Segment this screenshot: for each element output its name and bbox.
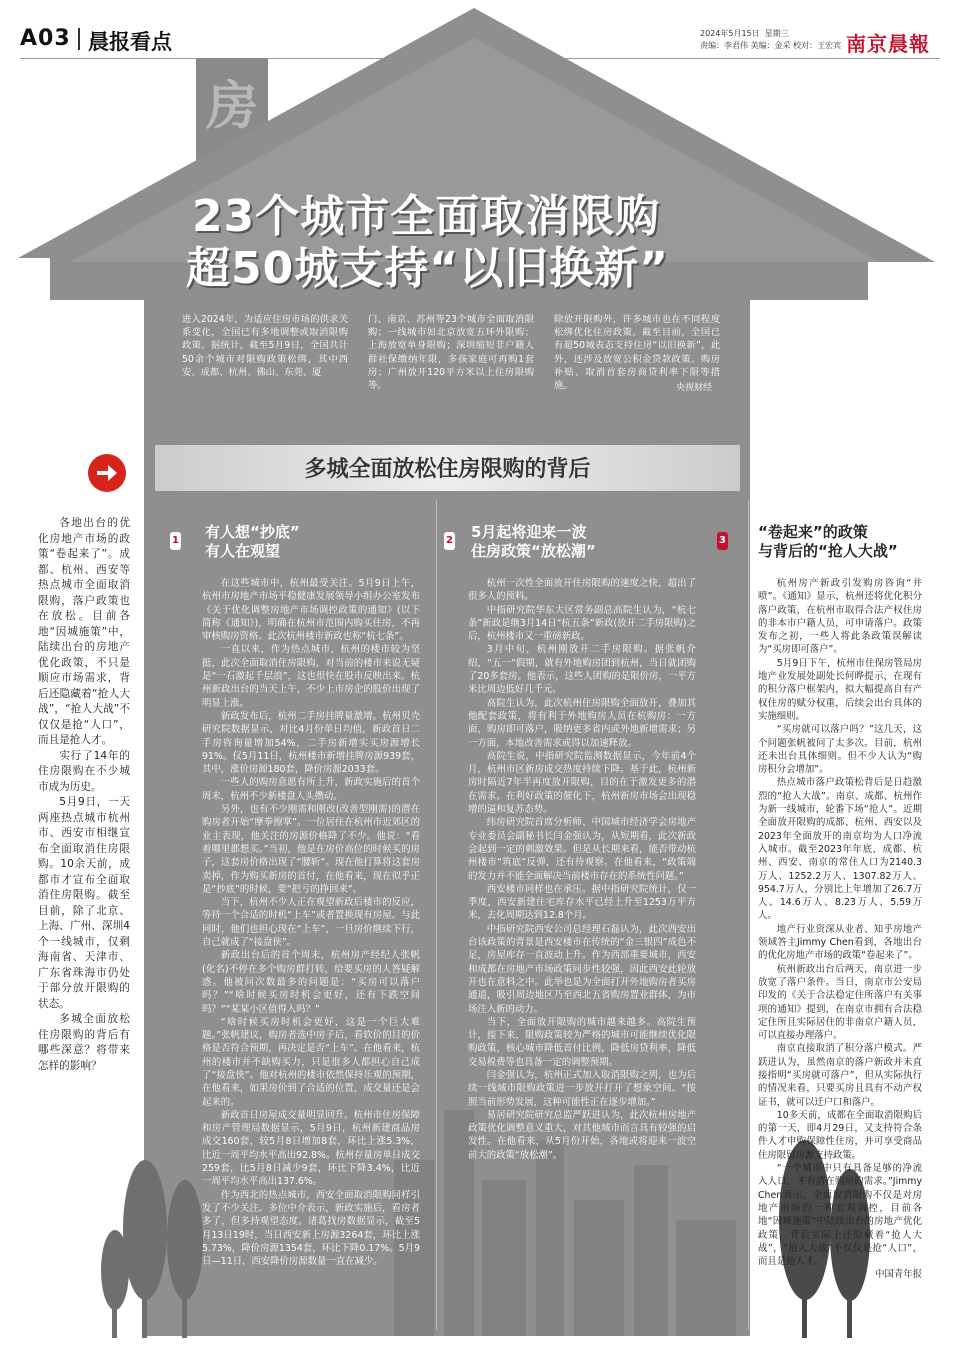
paragraph: 在这些城市中，杭州最受关注。5月9日上午，杭州市房地产市场平稳健康发展领导小组办公室发布《关于优化调整房地产市场调控政策的通知》(以下简称《通知》)，明确在杭州市范围内购买住房，不再审核购房资格。此次杭州楼市新政也称“杭七条”。	[202, 578, 420, 643]
lead-column-2: 门、南京、苏州等23个城市全面取消限购；一线城市如北京放宽五环外限购；上海放宽单身限购；深圳缩短非户籍人群社保缴纳年限，多孩家庭可再购1套房；广州放开120平方米以上住房限购等。	[368, 314, 534, 392]
issue-weekday: 星期三	[764, 29, 789, 38]
column-3-title-line-2: 与背后的“抢人大战”	[758, 542, 898, 560]
newspaper-logo: 南京晨報	[846, 32, 930, 56]
article-source: 中国青年报	[875, 1269, 922, 1281]
proof-credit: 校对：王宏宾	[793, 41, 842, 50]
headline-line-2: 超50城支持“以旧换新”	[186, 243, 670, 294]
page-number: A03	[20, 26, 71, 51]
paragraph: 新政首日房屋成交量明显回升。杭州市住房保障和房产管理局数据显示，5月9日，杭州新建商品房成交160套，较5月8日增加8套，环比上涨5.3%，比近一周平均水平高出92.8%。杭州存量房单日成交259套，比5月8日减少9套，环比下降3.4%，比近一周平均水平高出137.6%。	[202, 1109, 420, 1188]
paragraph: 中指研究院华东大区常务副总高院生认为，“杭七条”新政是继3月14日“杭五条”新政(放开二手房限购)之后，杭州楼市又一重磅新政。	[468, 604, 696, 643]
column-1-title-line-2: 有人在观望	[205, 542, 281, 560]
paragraph: 杭州房产新政引发购房咨询“井喷”。《通知》显示，杭州还将优化积分落户政策，在杭州市取得合法产权住房的非本市户籍人员，可申请落户。政策发布之初，一些人将此条政策误解读为“买房即可落户”。	[758, 578, 922, 656]
paragraph: 新政出台后的首个周末，杭州房产经纪人张帆(化名)不停在多个购房群打转，给要买房的人答疑解惑。他被问次数最多的问题是：“买房可以落户吗？”“啥时候买房时机会更好，还有下跌空间吗？”“某某小区值得入吗？”	[202, 950, 420, 1015]
paragraph: 南京直接取消了积分落户模式。严跃进认为，虽然南京的落户新政并未直接指明“买房就可落户”，但从实际执行的情况来看，只要买房且具有不动产权证书，就可以迁户口和落户。	[758, 1043, 922, 1108]
column-3-title-line-1: “卷起来”的政策	[758, 523, 868, 541]
paragraph: 易居研究院研究总监严跃进认为，此次杭州房地产政策优化调整意义重大，对其他城市而言具有较强的启发性。在他看来，从5月份开始，各地或将迎来一波空前大的政策“放松潮”。	[468, 1109, 696, 1161]
section-name: 晨报看点	[88, 30, 172, 54]
paragraph: 5月9日下午，杭州市住保房管局房地产业发展处副处长何晔提示，在现有的积分落户框架内，拟大幅提高自有产权住房的赋分权重，后续会出台具体的实施细则。	[758, 657, 922, 722]
paragraph: 作为西北的热点城市，西安全面取消限购同样引发了不少关注。多位中介表示，新政实施后，看房者多了，但多持观望态度。诸葛找房数据显示，截至5月13日19时，当日西安新上房源3264套，环比上涨5.73%，降价房源1354套，环比下降0.17%。5月9日—11日，西安降价房源数量一直在减少。	[202, 1189, 420, 1268]
column-2-title-line-1: 5月起将迎来一波	[471, 523, 587, 541]
column-2-heading	[471, 523, 596, 561]
section-number-badge: 2	[444, 532, 455, 550]
side-paragraph: 各地出台的优化房地产市场的政策“卷起来了”。成都、杭州、西安等热点城市全面取消限购，落户政策也在放松。目前各地“因城施策”中，陆续出台的房地产优化政策，不只是顺应市场需求，背后还隐藏着“抢人大战”，“抢人大战”不仅仅是抢“人口”，而且是抢人才。	[38, 517, 130, 746]
paragraph: 一些人的购房意愿有所上升，新政实施后的首个周末，杭州不少新楼盘人头攒动。	[202, 777, 420, 802]
paragraph: 10多天前，成都在全面取消限购后的第一天，即4月29日，又支持符合条件人才申购保障性住房，并可享受商品住房限留房源支持政策。	[758, 1109, 922, 1161]
lead-source: 央视财经	[676, 383, 713, 393]
section-number-badge: 3	[717, 532, 728, 550]
column-divider	[436, 500, 437, 1330]
section-number-badge: 1	[170, 532, 181, 550]
column-2-body	[468, 577, 696, 1162]
paragraph: 另外，也有不少刚需和刚改(改善型刚需)的潜在购房者开始“摩拳擦掌”。一位居住在杭州市近郊区的业主表现，他关注的房源价格降了不少。他说：“看着哪里都想买。”当初，他是在房价高位的时候买的房子，这套房价格出现了“腰斩”。现在他打算将这套房卖掉，作为购买新房的首付，在他看来，现在似乎正是“抄底”的时候，要“把亏的挣回来”。	[202, 804, 420, 895]
side-paragraph: 实行了14年的住房限购在不少城市成为历史。	[38, 749, 130, 793]
paragraph: 纬房研究院首席分析师、中国城市经济学会房地产专业委员会副秘书长闫金强认为，从短期看，此次新政会起到一定的刺激效果。但是从长期来看，能否带动杭州楼市“筑底”反弹，还有待观察。在他看来，“政策端的发力并不能全面解决当前楼市存在的系统性问题。”	[468, 817, 696, 882]
paragraph: 地产行业资深从业者、知乎房地产领域答主Jimmy Chen看到，各地出台的优化房地产市场的政策“卷起来了”。	[758, 923, 922, 962]
paragraph: “买房就可以落户吗？”这几天，这个问题张帆被问了太多次。目前，杭州还未出台具体细则。但不少人认为“购房积分会增加”。	[758, 724, 922, 776]
paragraph: 闫金强认为，杭州正式加入取消限购之列，也为后续一线城市限购政策进一步放开打开了想象空间。“按照当前形势发展，这种可能性正在逐步增加。”	[468, 1069, 696, 1108]
column-3-heading	[758, 523, 898, 561]
side-paragraph: 5月9日，一天两座热点城市杭州市、西安市相继宣布全面取消住房限购。10余天前，成都市才宣布全面取消住房限购。截至目前，除了北京、上海、广州、深圳4个一线城市，仅剩海南省、天津市、广东省珠海市仍处于部分放开限购的状态。	[38, 796, 130, 1010]
column-2-title-line-2: 住房政策“放松潮”	[471, 542, 596, 560]
paragraph: 高院生说，中指研究院监测数据显示，今年前4个月，杭州市区新房成交热度持续下降。基于此，杭州新房时隔近7年半再度放开限购，目的在于激发更多的潜在需求。在利好政策的催化下，杭州新房市场会出现稳增的逼和复苏态势。	[468, 750, 696, 816]
issue-date: 2024年5月15日	[700, 29, 760, 38]
paragraph: 3月中旬，杭州刚放开二手房限购。据张帆介绍，“五一”假期，就有外地购房团到杭州，当日就团购了20多套房。他表示，这些人团购的是限价房，一平方米比周边低好几千元。	[468, 644, 696, 696]
paragraph: 当下，全面放开限购的城市越来越多。高院生预计，接下来，限购政策较为严格的城市可能继续优化限购政策，核心城市降低首付比例，降低房贷利率，降低交易税费等也具备一定的调整预期。	[468, 1016, 696, 1068]
side-paragraph: 多城全面放松住房限购的背后有哪些深意？将带来怎样的影响？	[38, 1013, 130, 1072]
paragraph: 高院生认为，此次杭州住房限购全面放开，叠加其他配套政策，将有利于外地购房人员在杭购房：一方面，购房即可落户，吸纳更多省内或外地新增需求；另一方面，本地改善需求或得以加速释放。	[468, 697, 696, 749]
lead-column-3: 除放开限购外，许多城市也在不同程度松绑优化住房政策。截至目前，全国已有超50城表态支持住房“以旧换新”，此外，还涉及放宽公积金贷款政策、购房补贴、取消首套房商贷利率下限等措施。	[554, 314, 720, 392]
paragraph: 一直以来，作为热点城市，杭州的楼市较为坚挺，此次全面取消住房限购，对当前的楼市来说无疑是“一石激起千层浪”，这也很快在股市反映出来。杭州新政出台的当天上午，不少上市房企的股价出现了明显上涨。	[202, 644, 420, 709]
section-title: 多城全面放松住房限购的背后	[304, 457, 591, 482]
column-1-heading	[205, 523, 300, 561]
column-1-title-line-1: 有人想“抄底”	[205, 523, 300, 541]
decor-character: 房	[206, 77, 259, 137]
designer-credit: 美编：金采	[750, 41, 791, 50]
paragraph: 热点城市落户政策松背后是日趋激烈的“抢人大战”。南京、成都、杭州作为新一线城市，轮番下场“抢人”。近期全面放开限购的成都、杭州、西安以及2023年全面放开的南京均为人口净流入城市。截至2023年年底，成都、杭州、西安、南京的常住人口为2140.3万人、1252.2万人、1307.82万人、954.7万人，分别比上年增加了26.7万人、14.6万人、8.23万人、5.59万人。	[758, 777, 922, 922]
paragraph: “一个城市中只有具备足够的净流入人口，才有潜在购房的需求。”Jimmy Chen表示，全面取消限购不仅是对房地产市场的一种宏观调控，目前各地“因城施策”中陆续出台的房地产优化政策，背后实际上还隐藏着“抢人大战”，“抢人大战”不仅仅是抢“人口”，而且是抢人才。	[758, 1163, 922, 1268]
column-3-body	[758, 577, 922, 1282]
paragraph: 当下，杭州不少人正在观望新政后楼市的反应，等待一个合适的时机“上车”或者置换现有房屋。与此同时，他们也担心现在“上车”，一旦房价继续下行，自己就成了“接盘侠”。	[202, 897, 420, 949]
paragraph: 中指研究院西安公司总经理石磊认为，此次西安出台该政策的背景是西安楼市在传统的“金三银四”成色不足，房屋库存一直波动上升。作为西部重要城市，西安和成都在房地产市场政策同步性较强，因此西安此轮放开也在意料之中。此举也是为全面打开外地购房者买房通道，吸引周边地区乃至西北五省购房置业群体，为市场注入新的动力。	[468, 923, 696, 1015]
paragraph: “啥时候买房时机会更好，这是一个巨大难题。”张帆建议，购房者选中房子后，看软价的目的价格是否符合预期，再决定是否“上车”。在他看来，杭州的楼市并不缺购买力，只是很多人都担心自己成了“接盘侠”。他对杭州的楼市依然保持乐观的预期，在他看来，如果房价到了合适的位置，成交量还是会起来的。	[202, 1016, 420, 1108]
headline-line-1: 23个城市全面取消限购	[192, 191, 661, 242]
column-divider	[748, 500, 749, 1330]
column-1-body	[202, 577, 420, 1268]
paragraph: 新政发布后，杭州二手房挂牌量激增。杭州贝壳研究院数据显示，对比4月份单日均值，新政首日二手房咨询量增加54%，二手房新增实买房源增长91%。仅5月11日，杭州楼市新增挂牌房源939套，其中，涨价房源180套，降价房源2033套。	[202, 710, 420, 776]
paragraph: 杭州新政出台后两天，南京进一步放宽了落户条件。当日，南京市公安局印发的《关于合法稳定住所落户有关事项的通知》提到，在南京市拥有合法稳定住所且实际居住的非南京户籍人员，可以直接办理落户。	[758, 963, 922, 1042]
paragraph: 西安楼市同样也在承压。据中指研究院统计，仅一季度，西安新建住宅库存水平已经上升至1253万平方米，去化周期达到12.8个月。	[468, 883, 696, 922]
lead-column-1: 进入2024年，为适应住房市场的供求关系变化，全国已有多地调整或取消限购政策。据统计，截至5月9日，全国共计50余个城市对限购政策松绑，其中西安、成都、杭州、佛山、东莞、厦	[182, 314, 348, 378]
editor-credit: 责编：李君伟	[700, 41, 748, 50]
paragraph: 杭州一次性全面放开住房限购的速度之快，超出了很多人的预料。	[468, 578, 696, 603]
